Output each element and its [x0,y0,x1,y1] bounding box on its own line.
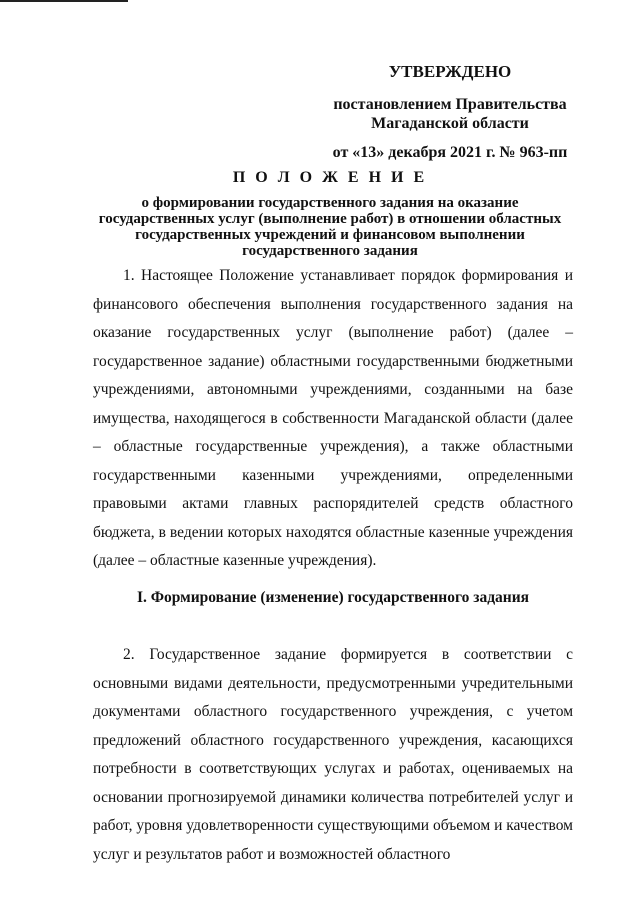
document-heading: П О Л О Ж Е Н И Е [232,169,428,186]
paragraph-1 [93,262,573,576]
section-heading: I. Формирование (изменение) государственного задания [136,589,530,606]
approval-line-1: постановлением Правительства [333,96,567,113]
document-subtitle-line: государственных учреждений и финансовом выполнении [135,227,525,243]
paragraph-2-text: 2. Государственное задание формируется в соответствии с основными видами деятельности, предусмотренными учредительными документами областного государственного учреждения, с учетом предложений областного государственного учреждения, касающихся потребности в соответствующих услугах и работах, оцениваемых на основании прогнозируемой динамики количества потребителей услуг и работ, уровня удовлетворенности существующими объемом и качеством услуг и результатов работ и возможностей областного [93,646,573,863]
document-title-block [70,170,590,259]
top-rule [0,0,128,2]
approval-line-2: Магаданской области [371,115,529,132]
approval-date: от «13» декабря 2021 г. № 963-пп [332,144,568,161]
document-subtitle-line: о формировании государственного задания на оказание [141,195,519,211]
approval-block [300,62,600,162]
approval-title: УТВЕРЖДЕНО [388,62,512,81]
paragraph-2 [93,641,573,869]
document-subtitle-line: государственных услуг (выполнение работ) в отношении областных [98,211,562,227]
paragraph-1-text: 1. Настоящее Положение устанавливает порядок формирования и финансового обеспечения выполнения государственного задания на оказание государственных услуг (выполнение работ) (далее – государственное задание) областными государственными бюджетными учреждениями, автономными учреждениями, созданными на базе имущества, находящегося в собственности Магаданской области (далее – областные государственные учреждения), а также областными государственными казенными учреждениями, определенными правовыми актами главных распорядителей средств областного бюджета, в ведении которых находятся областные казенные учреждения (далее – областные казенные учреждения). [93,267,573,569]
document-subtitle-line: государственного задания [242,243,418,259]
